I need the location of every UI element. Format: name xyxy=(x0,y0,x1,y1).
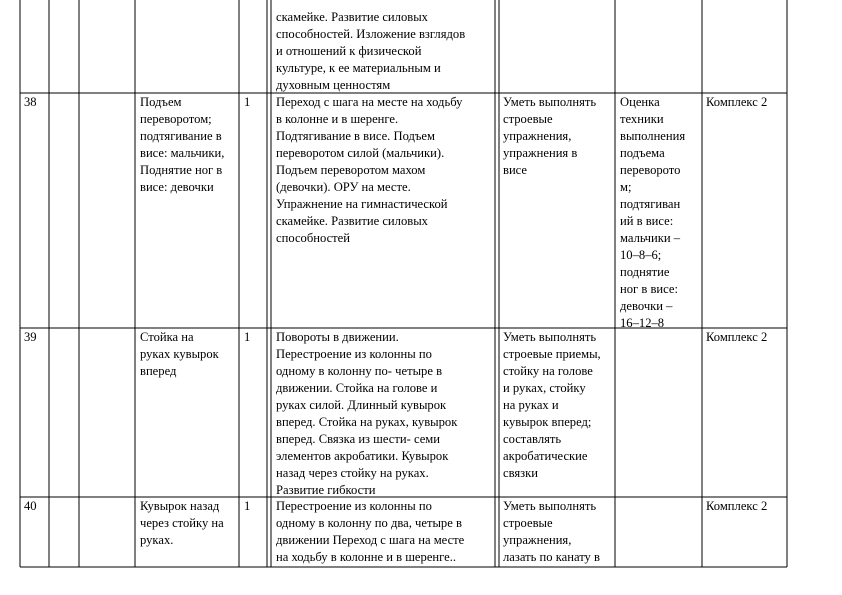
content-line: и отношений к физической xyxy=(276,44,422,58)
content-line: скамейке. Развитие силовых xyxy=(276,10,428,24)
row-38-control-cell xyxy=(620,94,685,332)
topic-line: переворотом; xyxy=(140,112,212,126)
control-line: подтягиван xyxy=(620,197,681,211)
lesson-number: 38 xyxy=(24,95,37,109)
control-line: поднятие xyxy=(620,265,670,279)
lesson-number: 40 xyxy=(24,499,37,513)
control-line: м; xyxy=(620,180,632,194)
control-line: техники xyxy=(620,112,664,126)
requirement-line: упражнения в xyxy=(503,146,578,160)
hours-value: 1 xyxy=(244,330,251,344)
topic-line: через стойку на xyxy=(140,516,224,530)
row-40-homework-cell xyxy=(706,498,767,515)
row-38-content-cell xyxy=(276,94,462,247)
content-line: в колонне и в шеренге. xyxy=(276,112,399,126)
content-line: одному в колонну по два, четыре в xyxy=(276,516,462,530)
control-line: Оценка xyxy=(620,95,660,109)
content-line: на ходьбу в колонне и в шеренге.. xyxy=(276,550,457,564)
row-38-hours-cell xyxy=(244,94,250,111)
content-line: культуре, к ее материальным и xyxy=(276,61,441,75)
requirement-line: связки xyxy=(503,466,538,480)
row-39-topic-cell xyxy=(140,329,219,380)
content-line: вперед. Стойка на руках, кувырок xyxy=(276,415,458,429)
requirement-line: составлять xyxy=(503,432,562,446)
control-line: ног в висе: xyxy=(620,282,678,296)
control-line: 16–12–8 xyxy=(620,316,665,330)
row-38-topic-cell xyxy=(140,94,224,196)
content-line: способностей. Изложение взглядов xyxy=(276,27,466,41)
requirement-line: кувырок вперед; xyxy=(503,415,592,429)
row-40-hours-cell xyxy=(244,498,250,515)
control-line: переворото xyxy=(620,163,681,177)
topic-line: Поднятие ног в xyxy=(140,163,223,177)
row-cont-content-cell xyxy=(276,9,465,94)
homework-value: Комплекс 2 xyxy=(706,499,768,513)
content-line: одному в колонну по- четыре в xyxy=(276,364,443,378)
topic-line: висе: мальчики, xyxy=(140,146,225,160)
content-line: Перестроение из колонны по xyxy=(276,347,432,361)
requirement-line: акробатические xyxy=(503,449,588,463)
row-40-number-cell xyxy=(24,498,37,515)
content-line: движении Переход с шага на месте xyxy=(276,533,465,547)
content-line: Подъем переворотом махом xyxy=(276,163,426,177)
content-line: духовным ценностям xyxy=(276,78,391,92)
row-38-number-cell xyxy=(24,94,37,111)
row-39-content-cell xyxy=(276,329,457,499)
row-39-homework-cell xyxy=(706,329,767,346)
content-line: скамейке. Развитие силовых xyxy=(276,214,428,228)
topic-line: Подъем xyxy=(140,95,182,109)
content-line: Повороты в движении. xyxy=(276,330,399,344)
control-line: подъема xyxy=(620,146,665,160)
row-39-requirements-cell xyxy=(503,329,601,482)
row-38-requirements-cell xyxy=(503,94,596,179)
content-line: способностей xyxy=(276,231,351,245)
control-line: 10–8–6; xyxy=(620,248,662,262)
topic-line: висе: девочки xyxy=(140,180,214,194)
content-line: Перестроение из колонны по xyxy=(276,499,432,513)
content-line: Подтягивание в висе. Подъем xyxy=(276,129,435,143)
requirement-line: на руках и xyxy=(503,398,559,412)
control-line: выполнения xyxy=(620,129,686,143)
content-line: Развитие гибкости xyxy=(276,483,376,497)
requirement-line: лазать по канату в xyxy=(503,550,600,564)
topic-line: вперед xyxy=(140,364,177,378)
row-38-homework-cell xyxy=(706,94,767,111)
content-line: руках силой. Длинный кувырок xyxy=(276,398,447,412)
requirement-line: и руках, стойку xyxy=(503,381,586,395)
content-line: элементов акробатики. Кувырок xyxy=(276,449,449,463)
requirement-line: строевые приемы, xyxy=(503,347,601,361)
row-40-topic-cell xyxy=(140,498,224,549)
content-line: Переход с шага на месте на ходьбу xyxy=(276,95,463,109)
row-39-number-cell xyxy=(24,329,37,346)
row-40-content-cell xyxy=(276,498,464,566)
content-line: переворотом силой (мальчики). xyxy=(276,146,445,160)
requirement-line: строевые xyxy=(503,112,553,126)
hours-value: 1 xyxy=(244,95,251,109)
control-line: мальчики – xyxy=(620,231,681,245)
topic-line: руках кувырок xyxy=(140,347,219,361)
topic-line: подтягивание в xyxy=(140,129,222,143)
homework-value: Комплекс 2 xyxy=(706,330,768,344)
homework-value: Комплекс 2 xyxy=(706,95,768,109)
content-line: назад через стойку на руках. xyxy=(276,466,429,480)
content-line: Упражнение на гимнастической xyxy=(276,197,448,211)
topic-line: Стойка на xyxy=(140,330,194,344)
hours-value: 1 xyxy=(244,499,251,513)
requirement-line: Уметь выполнять xyxy=(503,95,597,109)
requirement-line: упражнения, xyxy=(503,533,572,547)
requirement-line: Уметь выполнять xyxy=(503,499,597,513)
content-line: движении. Стойка на голове и xyxy=(276,381,438,395)
control-line: ий в висе: xyxy=(620,214,674,228)
lesson-number: 39 xyxy=(24,330,37,344)
content-line: (девочки). ОРУ на месте. xyxy=(276,180,411,194)
topic-line: руках. xyxy=(140,533,174,547)
row-40-requirements-cell xyxy=(503,498,600,566)
requirement-line: упражнения, xyxy=(503,129,572,143)
requirement-line: стойку на голове xyxy=(503,364,593,378)
requirement-line: строевые xyxy=(503,516,553,530)
content-line: вперед. Связка из шести- семи xyxy=(276,432,440,446)
topic-line: Кувырок назад xyxy=(140,499,220,513)
requirement-line: Уметь выполнять xyxy=(503,330,597,344)
requirement-line: висе xyxy=(503,163,528,177)
control-line: девочки – xyxy=(620,299,673,313)
row-39-hours-cell xyxy=(244,329,250,346)
